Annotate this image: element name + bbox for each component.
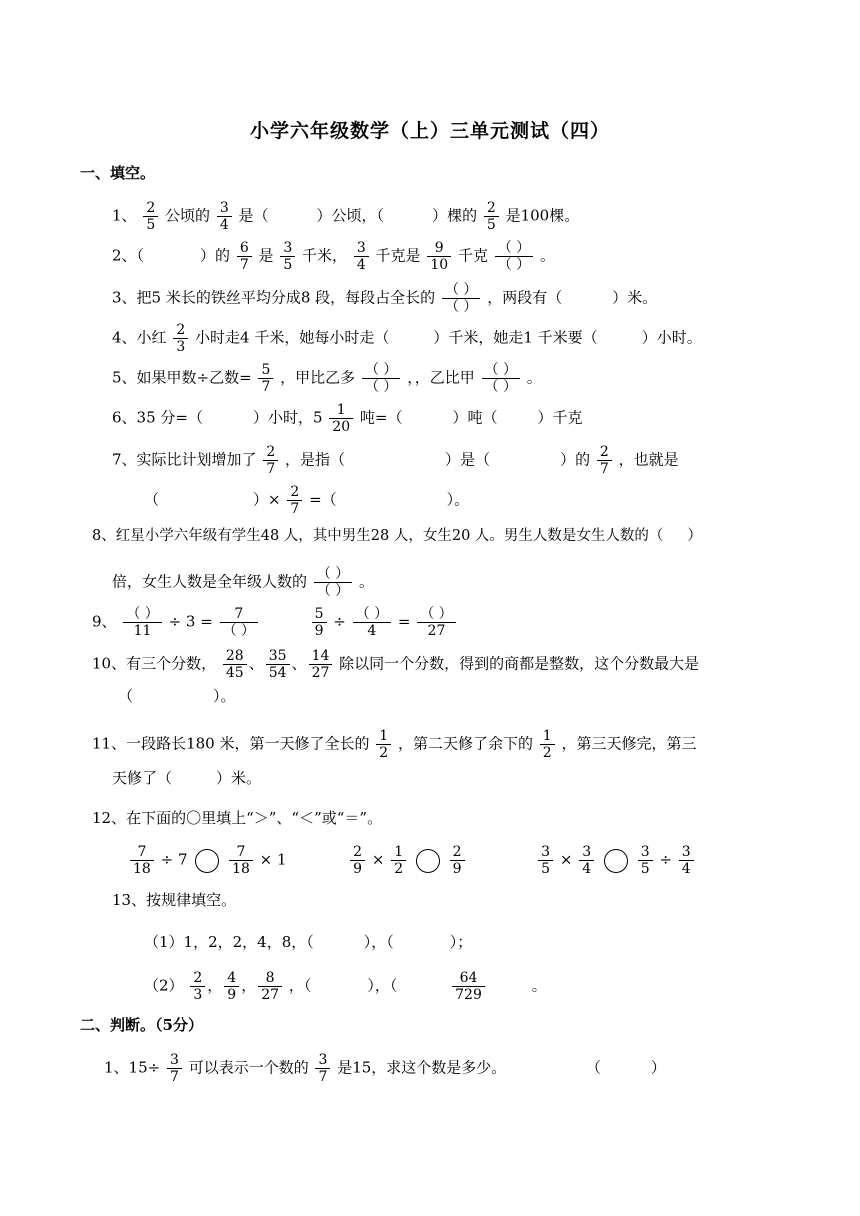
fraction <box>391 844 406 877</box>
fraction <box>679 844 694 877</box>
operator: × 1 <box>259 850 287 869</box>
j1-text: 是15，求这个数是多少。 <box>337 1058 507 1077</box>
fraction <box>597 444 612 477</box>
q5-text: 。 <box>526 368 542 387</box>
fraction <box>266 648 290 681</box>
j1-text: 1、15÷ <box>104 1058 161 1077</box>
denominator: 18 <box>133 861 151 877</box>
numerator: 3 <box>280 240 295 257</box>
judge-question-1 <box>104 1052 666 1085</box>
q6-text: ）千克 <box>537 408 583 427</box>
separator: ， <box>241 976 257 995</box>
q2-text: 是 <box>258 246 274 265</box>
q10-text: 除以同一个分数，得到的商都是整数，这个分数最大是 <box>339 654 700 673</box>
numerator: 5 <box>312 606 327 623</box>
numerator: （ ） <box>362 362 400 379</box>
numerator: 1 <box>376 728 391 745</box>
fraction <box>538 844 553 877</box>
numerator: 1 <box>329 402 353 419</box>
denominator: 5 <box>283 257 293 273</box>
fraction <box>224 970 239 1003</box>
fraction <box>638 844 653 877</box>
q11-text: ，第二天修了余下的 <box>397 734 533 753</box>
q13b-text: （2） <box>144 976 184 995</box>
numerator: 6 <box>237 240 252 257</box>
fraction <box>579 844 594 877</box>
fraction <box>484 200 499 233</box>
numerator: 4 <box>224 970 239 987</box>
question-3 <box>112 282 657 315</box>
fraction-blank[interactable] <box>495 240 533 273</box>
judge-paren-close: ） <box>650 1058 666 1077</box>
denominator: 27 <box>261 987 280 1003</box>
denominator: 7 <box>318 1069 328 1085</box>
q7-text: 7、实际比计划增加了 <box>112 450 257 469</box>
denominator: 7 <box>599 461 609 477</box>
numerator: 3 <box>354 240 369 257</box>
q10-text: 10、有三个分数， <box>92 654 217 673</box>
fraction <box>450 844 465 877</box>
denominator: 4 <box>219 217 229 233</box>
separator: ， <box>207 976 223 995</box>
q7-text: ，是指（ <box>285 450 346 469</box>
separator: 、 <box>248 654 264 673</box>
numerator: 1 <box>540 728 555 745</box>
denominator: 7 <box>266 461 276 477</box>
fraction <box>263 444 278 477</box>
q7b-text: （ <box>144 490 160 509</box>
fraction <box>237 240 252 273</box>
q9-num: 9、 <box>92 612 117 631</box>
q4-text: 4、小红 <box>112 328 167 347</box>
denominator: 4 <box>367 623 377 639</box>
q5-text: 5、如果甲数÷乙数= <box>112 368 252 387</box>
page-title: 小学六年级数学（上）三单元测试（四） <box>249 120 610 142</box>
q4-text: 小时走4 千米，她每小时走（ <box>195 328 390 347</box>
fraction <box>143 200 158 233</box>
numerator: 7 <box>130 844 154 861</box>
q3-text: 3、把5 米长的铁丝平均分成8 段，每段占全长的 <box>112 288 436 307</box>
numerator: 7 <box>229 844 253 861</box>
fraction <box>354 240 369 273</box>
fraction <box>376 728 391 761</box>
fraction <box>190 970 205 1003</box>
q4-text: ）千米，她走1 千米要（ <box>433 328 598 347</box>
q1-text: ）公顷，（ <box>316 206 385 225</box>
fraction <box>167 1052 182 1085</box>
numerator: 9 <box>427 240 451 257</box>
fraction <box>229 844 253 877</box>
numerator: 2 <box>350 844 365 861</box>
denominator: （ ） <box>316 583 350 599</box>
q2-text: 千克是 <box>375 246 421 265</box>
q1-text: ）棵的 <box>432 206 478 225</box>
denominator: 5 <box>486 217 496 233</box>
denominator: 27 <box>311 665 330 681</box>
question-4 <box>112 322 702 355</box>
question-13-part-1 <box>144 932 472 952</box>
numerator: 2 <box>597 444 612 461</box>
q11-text: ，第三天修完，第三 <box>561 734 697 753</box>
question-8 <box>92 526 702 546</box>
fraction-blank[interactable] <box>220 606 258 639</box>
fraction <box>258 970 282 1003</box>
denominator: 2 <box>394 861 404 877</box>
fraction <box>287 484 302 517</box>
separator: 、 <box>291 654 307 673</box>
q7b-text: ）× <box>253 490 281 509</box>
question-11-continued <box>112 768 261 788</box>
q2-text: 。 <box>539 246 555 265</box>
denominator: 9 <box>452 861 462 877</box>
question-11 <box>92 728 697 761</box>
fraction <box>217 200 232 233</box>
denominator: 4 <box>582 861 592 877</box>
denominator: 9 <box>227 987 237 1003</box>
q9-text: = <box>397 612 411 631</box>
numerator: 28 <box>223 648 247 665</box>
denominator: （ ） <box>222 623 256 639</box>
q8-text: 8、红星小学六年级有学生48 人，其中男生28 人，女生20 人。男生人数是女生人数的（ <box>92 528 664 544</box>
q5-text: ，，乙比甲 <box>407 368 475 387</box>
denominator: 18 <box>232 861 250 877</box>
compare-circle[interactable] <box>604 849 628 873</box>
denominator: 7 <box>239 257 249 273</box>
denominator: （ ） <box>484 379 517 395</box>
section-judge-heading: 二、判断。（5分） <box>80 1016 203 1034</box>
denominator: 7 <box>261 379 271 395</box>
fraction-blank[interactable] <box>362 362 400 395</box>
question-8-continued <box>112 566 374 599</box>
numerator: 3 <box>315 1052 330 1069</box>
question-5 <box>112 362 542 395</box>
q2-text: ）的 <box>200 246 231 265</box>
fraction <box>315 1052 330 1085</box>
denominator: 4 <box>356 257 366 273</box>
q7b-text: ）。 <box>446 490 470 509</box>
numerator: （ ） <box>123 606 161 623</box>
q6-text: ）吨（ <box>452 408 498 427</box>
numerator: 2 <box>450 844 465 861</box>
numerator: 2 <box>287 484 302 501</box>
fraction <box>312 606 327 639</box>
q13a-text: ），（ <box>363 933 394 951</box>
denominator: （ ） <box>444 299 478 315</box>
denominator: 4 <box>681 861 691 877</box>
numerator: 8 <box>258 970 282 987</box>
fraction <box>350 844 365 877</box>
q13a-text: ）； <box>449 933 473 951</box>
denominator: 3 <box>176 339 186 355</box>
q4-text: ）小时。 <box>641 328 702 347</box>
numerator: 3 <box>579 844 594 861</box>
question-12-comparisons <box>128 844 696 877</box>
operator: ÷ 7 <box>160 850 188 869</box>
q13b-text: 。 <box>531 976 547 995</box>
fraction-blank[interactable] <box>442 282 480 315</box>
q6-text: ）小时，5 <box>252 408 323 427</box>
numerator: （ ） <box>495 240 533 257</box>
operator: ÷ <box>659 850 672 869</box>
q7-text: ，也就是 <box>618 450 679 469</box>
q13b-text: ，（ <box>288 976 312 995</box>
question-13: 13、按规律填空。 <box>112 891 237 909</box>
compare-circle[interactable] <box>195 849 219 873</box>
fraction-blank[interactable] <box>353 606 391 639</box>
denominator: 5 <box>541 861 551 877</box>
numerator: 35 <box>266 648 290 665</box>
q3-text: ）米。 <box>612 288 658 307</box>
fraction <box>452 970 485 1003</box>
fraction <box>223 648 247 681</box>
denominator: （ ） <box>497 257 531 273</box>
q11b-text: 天修了（ <box>112 769 173 787</box>
numerator: （ ） <box>482 362 520 379</box>
j1-text: 可以表示一个数的 <box>188 1058 309 1077</box>
numerator: 2 <box>484 200 499 217</box>
numerator: 1 <box>391 844 406 861</box>
q8b-text: 倍，女生人数是全年级人数的 <box>112 572 308 591</box>
denominator: 11 <box>133 623 152 639</box>
question-12: 12、在下面的〇里填上“＞”、“＜”或“＝”。 <box>92 809 383 827</box>
denominator: 5 <box>640 861 650 877</box>
numerator: 2 <box>263 444 278 461</box>
numerator: （ ） <box>442 282 480 299</box>
q7-text: ）的 <box>560 450 591 469</box>
fraction <box>130 844 154 877</box>
denominator: 20 <box>332 419 351 435</box>
section-fill-blanks-heading: 一、填空。 <box>80 164 156 182</box>
compare-circle[interactable] <box>416 849 440 873</box>
fraction <box>280 240 295 273</box>
denominator: 729 <box>455 987 482 1003</box>
q13b-text: ），（ <box>367 976 398 995</box>
denominator: 54 <box>268 665 287 681</box>
denominator: 9 <box>314 623 324 639</box>
denominator: 10 <box>430 257 449 273</box>
q6-text: 吨=（ <box>359 408 403 427</box>
question-13-part-2 <box>144 970 547 1003</box>
fraction <box>329 402 353 435</box>
q5-text: ，甲比乙多 <box>280 368 356 387</box>
numerator: 3 <box>167 1052 182 1069</box>
fraction <box>309 648 333 681</box>
operator: × <box>559 850 573 869</box>
numerator: 3 <box>217 200 232 217</box>
question-7 <box>112 444 679 477</box>
numerator: 2 <box>190 970 205 987</box>
numerator: 64 <box>452 970 485 987</box>
numerator: 5 <box>258 362 273 379</box>
q13a-text: （1）1，2，2，4，8，（ <box>144 933 314 951</box>
denominator: 5 <box>146 217 156 233</box>
q3-text: ，两段有（ <box>487 288 563 307</box>
question-9 <box>92 606 458 639</box>
q2-text: 千米， <box>302 246 348 265</box>
fraction <box>173 322 188 355</box>
q6-text: 6、35 分=（ <box>112 408 203 427</box>
judge-paren-open: （ <box>585 1058 601 1077</box>
q11-text: 11、一段路长180 米，第一天修了全长的 <box>92 734 370 753</box>
denominator: 7 <box>290 501 300 517</box>
q8b-text: 。 <box>359 572 375 591</box>
fraction <box>427 240 451 273</box>
operator: × <box>371 850 385 869</box>
question-1 <box>112 200 579 233</box>
question-10-continued <box>118 686 236 706</box>
question-6 <box>112 402 583 435</box>
question-10 <box>92 648 699 681</box>
fraction-blank[interactable] <box>482 362 520 395</box>
denominator: 9 <box>353 861 363 877</box>
denominator: 45 <box>225 665 244 681</box>
numerator: 2 <box>173 322 188 339</box>
numerator: 14 <box>309 648 333 665</box>
denominator: （ ） <box>364 379 398 395</box>
fraction-blank[interactable] <box>123 606 161 639</box>
q7-text: ）是（ <box>445 450 491 469</box>
q2-text: 千克 <box>457 246 488 265</box>
q1-num: 1、 <box>112 206 137 225</box>
q11b-text: ）米。 <box>216 769 262 787</box>
q8-text: ） <box>687 528 702 544</box>
numerator: 7 <box>220 606 258 623</box>
q1-text: 公顷的 <box>165 206 211 225</box>
q1-text: 是100棵。 <box>505 206 580 225</box>
q2-num: 2、（ <box>112 246 145 265</box>
denominator: 7 <box>169 1069 179 1085</box>
denominator: 2 <box>379 745 389 761</box>
numerator: （ ） <box>314 566 352 583</box>
denominator: 3 <box>193 987 203 1003</box>
fraction <box>258 362 273 395</box>
q9-text: ÷ <box>333 612 346 631</box>
question-7-continued <box>144 484 469 517</box>
q10b-text: （ <box>118 687 134 705</box>
numerator: （ ） <box>417 606 455 623</box>
q10b-text: ）。 <box>213 687 236 705</box>
numerator: 2 <box>143 200 158 217</box>
q7b-text: =（ <box>309 490 337 509</box>
q9-text: ÷ 3 = <box>168 612 213 631</box>
numerator: 3 <box>679 844 694 861</box>
numerator: 3 <box>538 844 553 861</box>
question-2 <box>112 240 555 273</box>
q1-text: 是（ <box>238 206 269 225</box>
fraction-blank[interactable] <box>417 606 455 639</box>
fraction-blank[interactable] <box>314 566 352 599</box>
numerator: （ ） <box>353 606 391 623</box>
denominator: 27 <box>427 623 446 639</box>
denominator: 2 <box>542 745 552 761</box>
numerator: 3 <box>638 844 653 861</box>
fraction <box>540 728 555 761</box>
